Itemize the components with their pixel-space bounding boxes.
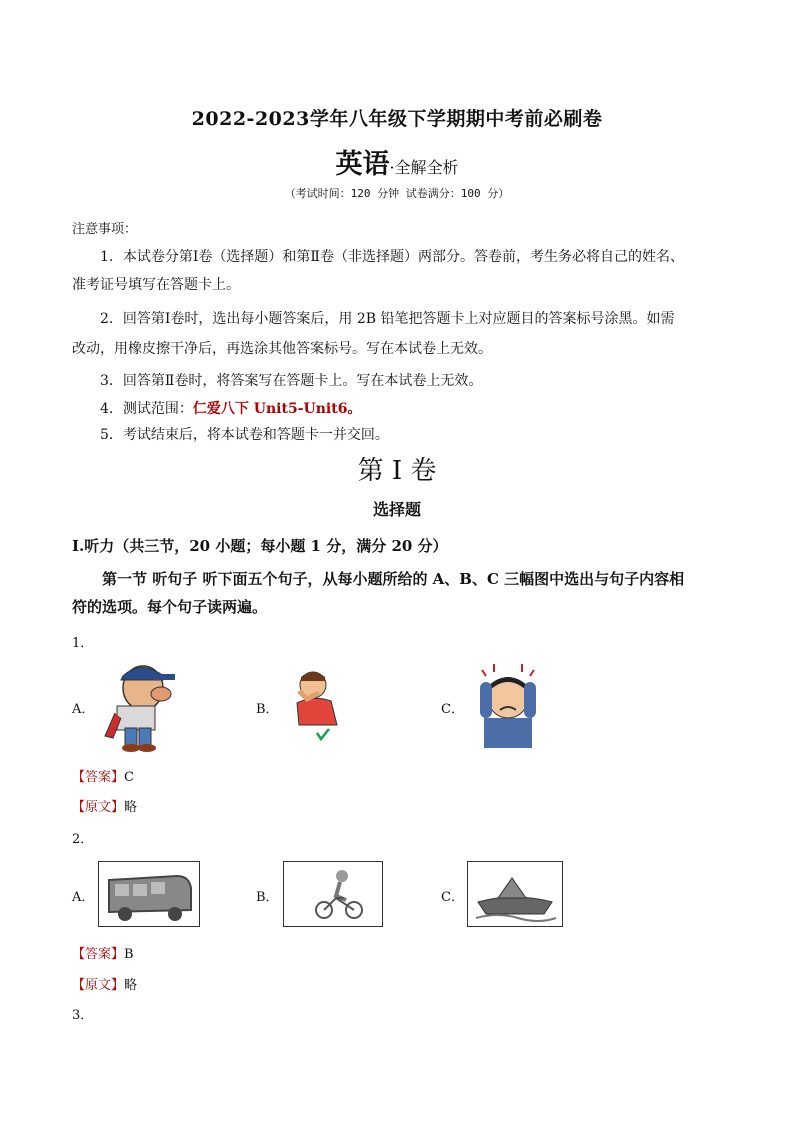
section-title: Ⅰ.听力（共三节，20 小题；每小题 1 分，满分 20 分） [72,537,448,555]
q1-answer-tag: 【答案】 [72,770,125,785]
question-3-number: 3． [72,1008,94,1023]
question-2-number: 2． [72,832,94,847]
q2-text-tag: 【原文】 [72,978,125,993]
subject-name: 英语 [335,149,390,180]
q1-option-a-label: A． [72,702,95,717]
q1-option-c-label: C． [441,702,464,717]
q2-option-b-label: B． [256,890,279,905]
q2-answer-value: B [124,947,134,962]
bus-image [98,861,200,927]
q2-answer-tag: 【答案】 [72,947,125,962]
headache-boy-image [468,662,548,748]
note-2: 2．回答第Ⅰ卷时，选出每小题答案后，用 2B 铅笔把答题卡上对应题目的答案标号涂黑。如需 [100,311,675,327]
q1-answer [72,766,134,785]
q1-option-b-label: B． [256,702,279,717]
q2-text-value: 略 [124,978,138,993]
q2-text [72,974,137,993]
q1-text [72,796,137,815]
boat-image [467,861,563,927]
paper-title: 2022-2023学年八年级下学期期中考前必刷卷 [191,108,603,130]
note-5: 5．考试结束后，将本试卷和答题卡一并交回。 [100,427,389,443]
subject-line [0,142,794,181]
exam-info: （考试时间：120 分钟 试卷满分：100 分） [284,187,510,200]
note-1: 1．本试卷分第Ⅰ卷（选择题）和第Ⅱ卷（非选择题）两部分。答卷前，考生务必将自己的姓名、 [100,249,684,265]
man-with-backache-image [95,658,185,753]
note-2-cont: 改动，用橡皮擦干净后，再选涂其他答案标号。写在本试卷上无效。 [72,341,492,357]
q2-option-a-label: A． [72,890,95,905]
q2-option-c-label: C． [441,890,464,905]
coughing-boy-image [285,663,357,743]
q1-answer-value: C [124,770,134,785]
note-3: 3．回答第Ⅱ卷时，将答案写在答题卡上。写在本试卷上无效。 [100,373,483,389]
section-instruction: 第一节 听句子 听下面五个句子，从每小题所给的 A、B、C 三幅图中选出与句子内容相符的选项。每个句子读两遍。 [72,570,685,616]
note-1-cont: 准考证号填写在答题卡上。 [72,277,240,293]
q1-text-tag: 【原文】 [72,800,125,815]
test-scope: 仁爱八下 Unit5-Unit6。 [192,401,362,417]
volume-title: 第 I 卷 [357,456,437,486]
q1-text-value: 略 [124,800,138,815]
bike-image [283,861,383,927]
question-1-number: 1． [72,636,94,651]
notes-heading: 注意事项： [72,222,138,237]
subject-subtitle: ·全解全析 [389,158,459,177]
volume-subtitle: 选择题 [372,500,421,519]
q2-answer [72,943,134,962]
note-4 [100,396,361,422]
note-4-prefix: 4．测试范围： [100,401,193,417]
